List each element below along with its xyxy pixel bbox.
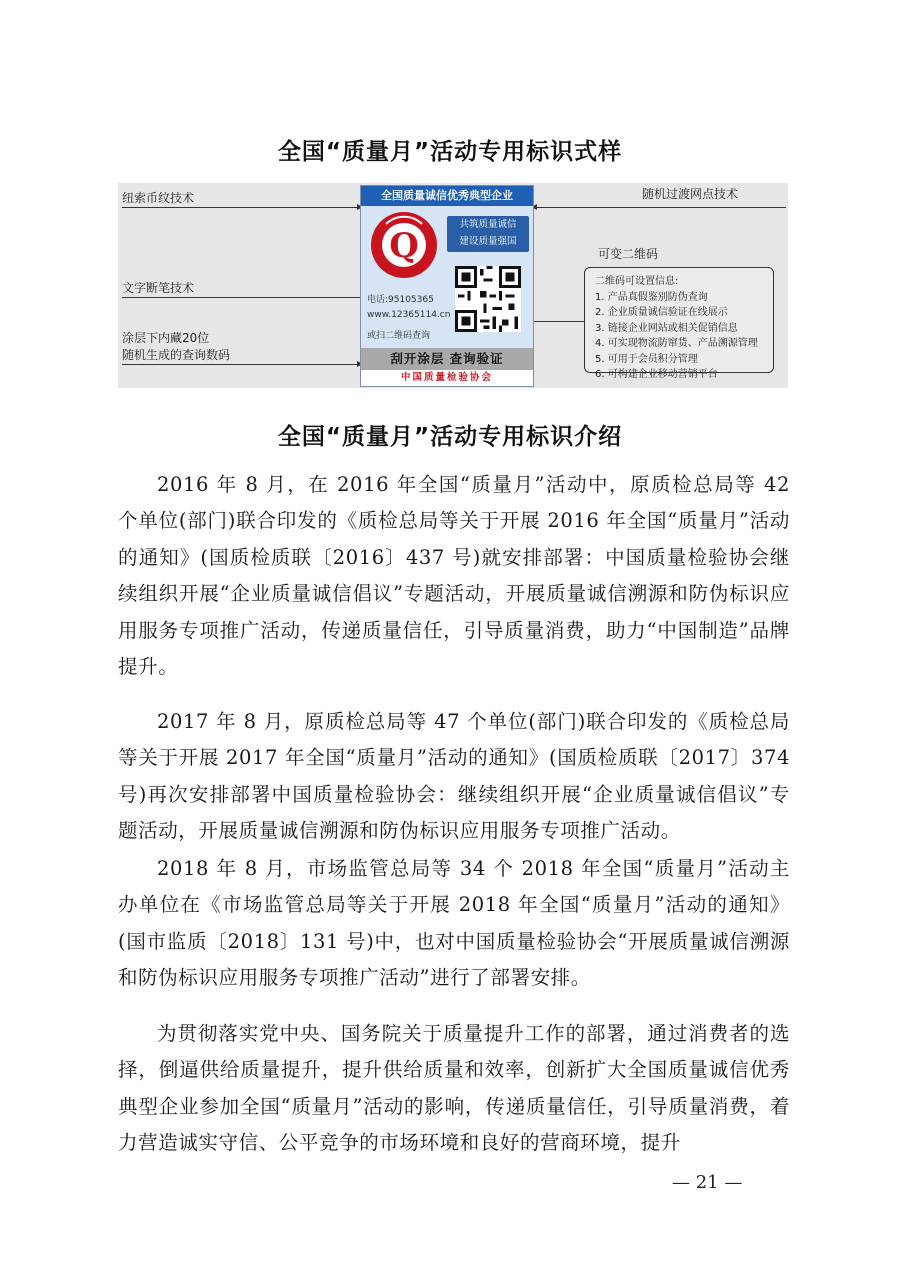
slogan-line2: 建设质量强国	[459, 236, 517, 247]
emblem-figure	[118, 183, 788, 388]
card-scan-hint: 或扫二维码查询	[367, 331, 431, 341]
qr-code-icon	[455, 266, 521, 332]
card-phone: 电话:95105365	[367, 295, 434, 305]
paragraph-purpose: 为贯彻落实党中央、国务院关于质量提升工作的部署，通过消费者的选择，倒逼供给质量提升，提升供给质量和效率，创新扩大全国质量诚信优秀典型企业参加全国“质量月”活动的影响，传递质量信任，引导质量消费，着力营造诚实守信、公平竞争的市场环境和良好的营商环境，提升	[118, 1022, 790, 1155]
qr-info-item: 1. 产品真假鉴别防伪查询	[595, 291, 708, 303]
broken-stroke-leader	[122, 297, 366, 298]
card-slogan	[447, 216, 529, 252]
quality-month-emblem-icon	[369, 210, 439, 280]
qr-info-title: 二维码可设置信息:	[595, 276, 679, 287]
page-number: — 21 —	[672, 1172, 743, 1193]
quality-label-card	[360, 185, 534, 387]
variable-qr-leader	[526, 321, 584, 322]
emblem-title: 全国“质量月”活动专用标识式样	[277, 139, 623, 165]
qr-info-list	[595, 274, 758, 383]
paragraph-2016: 2016 年 8 月，在 2016 年全国“质量月”活动中，原质检总局等 42 个单位(部门)联合印发的《质检总局等关于开展 2016 年全国“质量月”活动的通知》(国质检质联〔2016〕437 号)就安排部署：中国质量检验协会继续组织开展“企业质量诚信倡议”专题活动，开展质量诚信溯源和防伪标识应用服务专项推广活动，传递质量信任，引导质量消费，助力“中国制造”品牌提升。	[118, 473, 790, 679]
qr-info-item: 3. 链接企业网站或相关促销信息	[595, 322, 738, 334]
guilloche-label: 纽索币纹技术	[122, 191, 195, 205]
coating-label-line2: 随机生成的查询数码	[122, 348, 231, 362]
paragraph-2017: 2017 年 8 月，原质检总局等 47 个单位(部门)联合印发的《质检总局等关于开展 2017 年全国“质量月”活动的通知》(国质检质联〔2017〕374 号)再次安排部署中国质量检验协会：继续组织开展“企业质量诚信倡议”专题活动，开展质量诚信溯源和防伪标识应用服务专项推广活动。	[118, 710, 790, 843]
guilloche-leader	[122, 207, 358, 208]
qr-info-item: 5. 可用于会员积分管理	[595, 353, 698, 365]
paragraph-2018: 2018 年 8 月，市场监管总局等 34 个 2018 年全国“质量月”活动主办单位在《市场监管总局等关于开展 2018 年全国“质量月”活动的通知》(国市监质〔2018〕131 号)中，也对中国质量检验协会“开展质量诚信溯源和防伪标识应用服务专项推广活动”进行了部署安排。	[118, 857, 790, 990]
qr-info-box	[584, 267, 774, 380]
coating-leader	[122, 364, 358, 365]
scratch-panel: 刮开涂层 查询验证	[361, 348, 533, 370]
card-header: 全国质量诚信优秀典型企业	[361, 186, 533, 206]
svg-text:Q: Q	[389, 226, 419, 266]
random-dots-leader	[536, 207, 786, 208]
slogan-line1: 共筑质量诚信	[459, 219, 517, 230]
variable-qr-label: 可变二维码	[598, 247, 659, 261]
broken-stroke-label: 文字断笔技术	[122, 281, 195, 295]
qr-info-item: 2. 企业质量诚信验证在线展示	[595, 307, 728, 318]
random-dots-label: 随机过渡网点技术	[642, 187, 739, 201]
qr-info-item: 6. 可构建企业移动营销平台	[595, 369, 718, 380]
intro-title: 全国“质量月”活动专用标识介绍	[277, 424, 623, 450]
qr-info-item: 4. 可实现物流防窜货、产品溯源管理	[595, 338, 758, 349]
card-website: www.12365114.cn	[367, 310, 451, 320]
card-footer: 中国质量检验协会	[400, 372, 493, 383]
coating-label-line1: 涂层下内藏20位	[122, 331, 210, 345]
